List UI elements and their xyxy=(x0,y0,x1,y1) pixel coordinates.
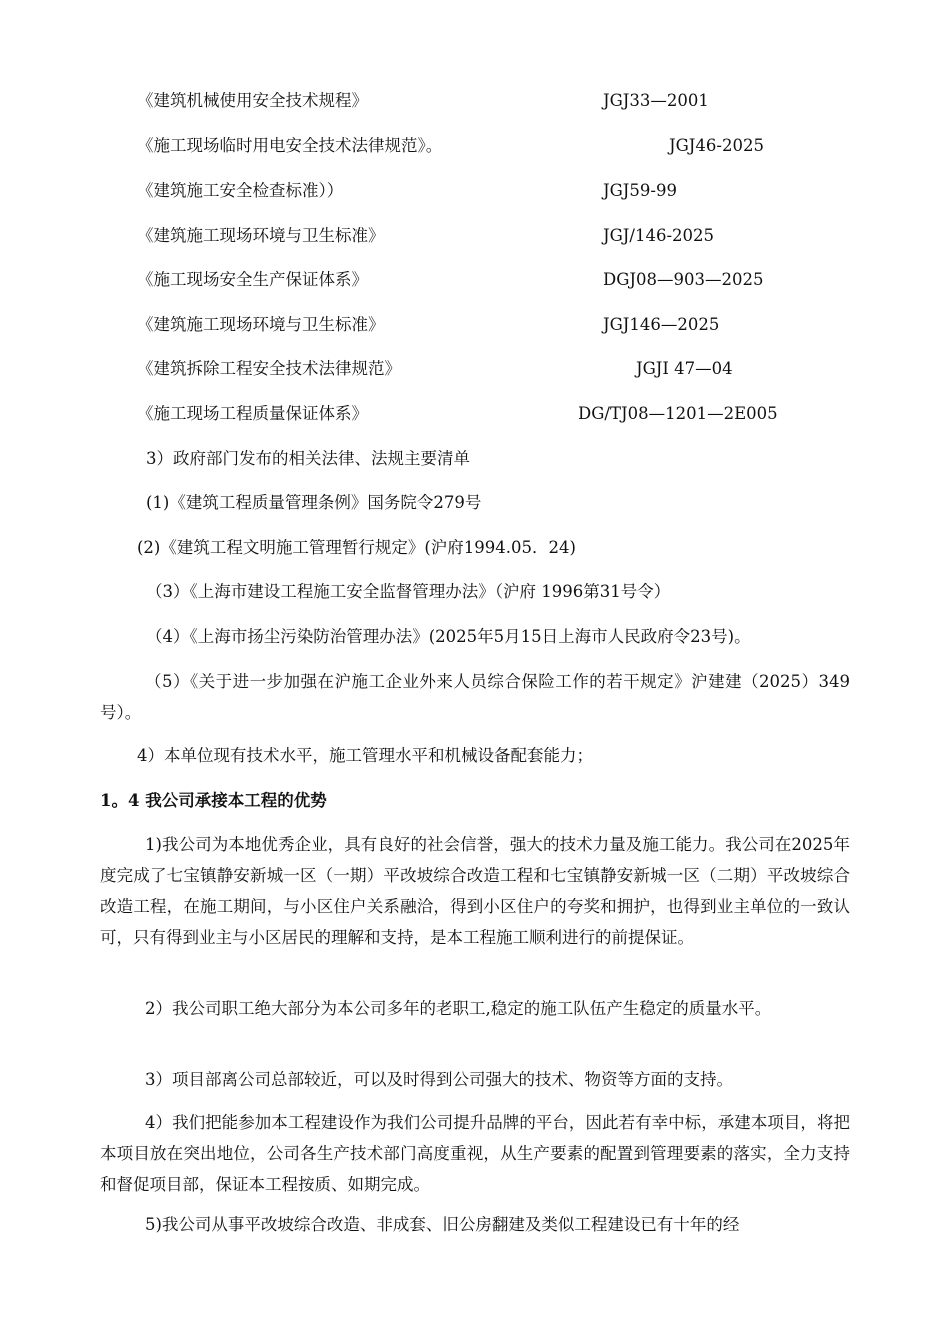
law-item: (1)《建筑工程质量管理条例》国务院令279号 xyxy=(146,493,482,512)
standard-row xyxy=(0,402,950,426)
standard-row xyxy=(0,268,950,292)
law-item: （5）《关于进一步加强在沪施工企业外来人员综合保险工作的若干规定》沪建建（2025）349号）。 xyxy=(100,672,850,722)
standard-code: JGJ/146-2025 xyxy=(603,226,715,245)
standard-name: 《建筑施工现场环境与卫生标准》 xyxy=(137,315,385,334)
standard-code: JGJ46-2025 xyxy=(669,136,764,155)
advantage-paragraph: 2）我公司职工绝大部分为本公司多年的老职工,稳定的施工队伍产生稳定的质量水平。 xyxy=(145,999,772,1018)
advantage-paragraph: 4）我们把能参加本工程建设作为我们公司提升品牌的平台，因此若有幸中标，承建本项目，将把本项目放在突出地位，公司各生产技术部门高度重视，从生产要素的配置到管理要素的落实，全力支持和督促项目部，保证本工程按质、如期完成。 xyxy=(100,1113,850,1194)
standard-row xyxy=(0,179,950,203)
item-4: 4）本单位现有技术水平，施工管理水平和机械设备配套能力； xyxy=(137,746,593,765)
standard-name: 《建筑施工安全检查标准）） xyxy=(137,181,344,200)
standard-name: 《施工现场工程质量保证体系》 xyxy=(137,404,368,423)
standard-name: 《施工现场安全生产保证体系》 xyxy=(137,270,368,289)
standard-name: 《建筑机械使用安全技术规程》 xyxy=(137,91,368,110)
standard-row xyxy=(0,313,950,337)
law-item: (2)《建筑工程文明施工管理暂行规定》(沪府1994.05．24) xyxy=(137,538,576,557)
standard-code: DGJ08—903—2025 xyxy=(603,270,764,289)
advantage-paragraph: 5)我公司从事平改坡综合改造、非成套、旧公房翻建及类似工程建设已有十年的经 xyxy=(145,1215,740,1234)
advantage-paragraph: 3）项目部离公司总部较近，可以及时得到公司强大的技术、物资等方面的支持。 xyxy=(145,1070,733,1089)
standard-code: JGJ33—2001 xyxy=(603,91,709,110)
law-item: （4）《上海市扬尘污染防治管理办法》(2025年5月15日上海市人民政府令23号)。 xyxy=(146,627,751,646)
law-item: （3）《上海市建设工程施工安全监督管理办法》（沪府 1996第31号令） xyxy=(146,582,671,601)
standard-row xyxy=(0,134,950,158)
section-heading: 1。4 我公司承接本工程的优势 xyxy=(100,791,327,810)
standard-row xyxy=(0,357,950,381)
standard-row xyxy=(0,89,950,113)
standard-code: JGJI 47—04 xyxy=(636,359,733,378)
standard-row xyxy=(0,224,950,248)
standard-code: JGJ146—2025 xyxy=(603,315,720,334)
standard-name: 《施工现场临时用电安全技术法律规范》。 xyxy=(137,136,443,155)
advantage-paragraph: 1)我公司为本地优秀企业，具有良好的社会信誉，强大的技术力量及施工能力。我公司在2025年度完成了七宝镇静安新城一区（一期）平改坡综合改造工程和七宝镇静安新城一区（二期）平改坡综合改造工程，在施工期间，与小区住户关系融洽，得到小区住户的夸奖和拥护，也得到业主单位的一致认可，只有得到业主与小区居民的理解和支持，是本工程施工顺利进行的前提保证。 xyxy=(100,835,850,947)
standard-code: DG/TJ08—1201—2E005 xyxy=(578,404,778,423)
standard-name: 《建筑拆除工程安全技术法律规范》 xyxy=(137,359,401,378)
standard-name: 《建筑施工现场环境与卫生标准》 xyxy=(137,226,385,245)
laws-heading: 3）政府部门发布的相关法律、法规主要清单 xyxy=(146,449,470,468)
standard-code: JGJ59-99 xyxy=(603,181,677,200)
